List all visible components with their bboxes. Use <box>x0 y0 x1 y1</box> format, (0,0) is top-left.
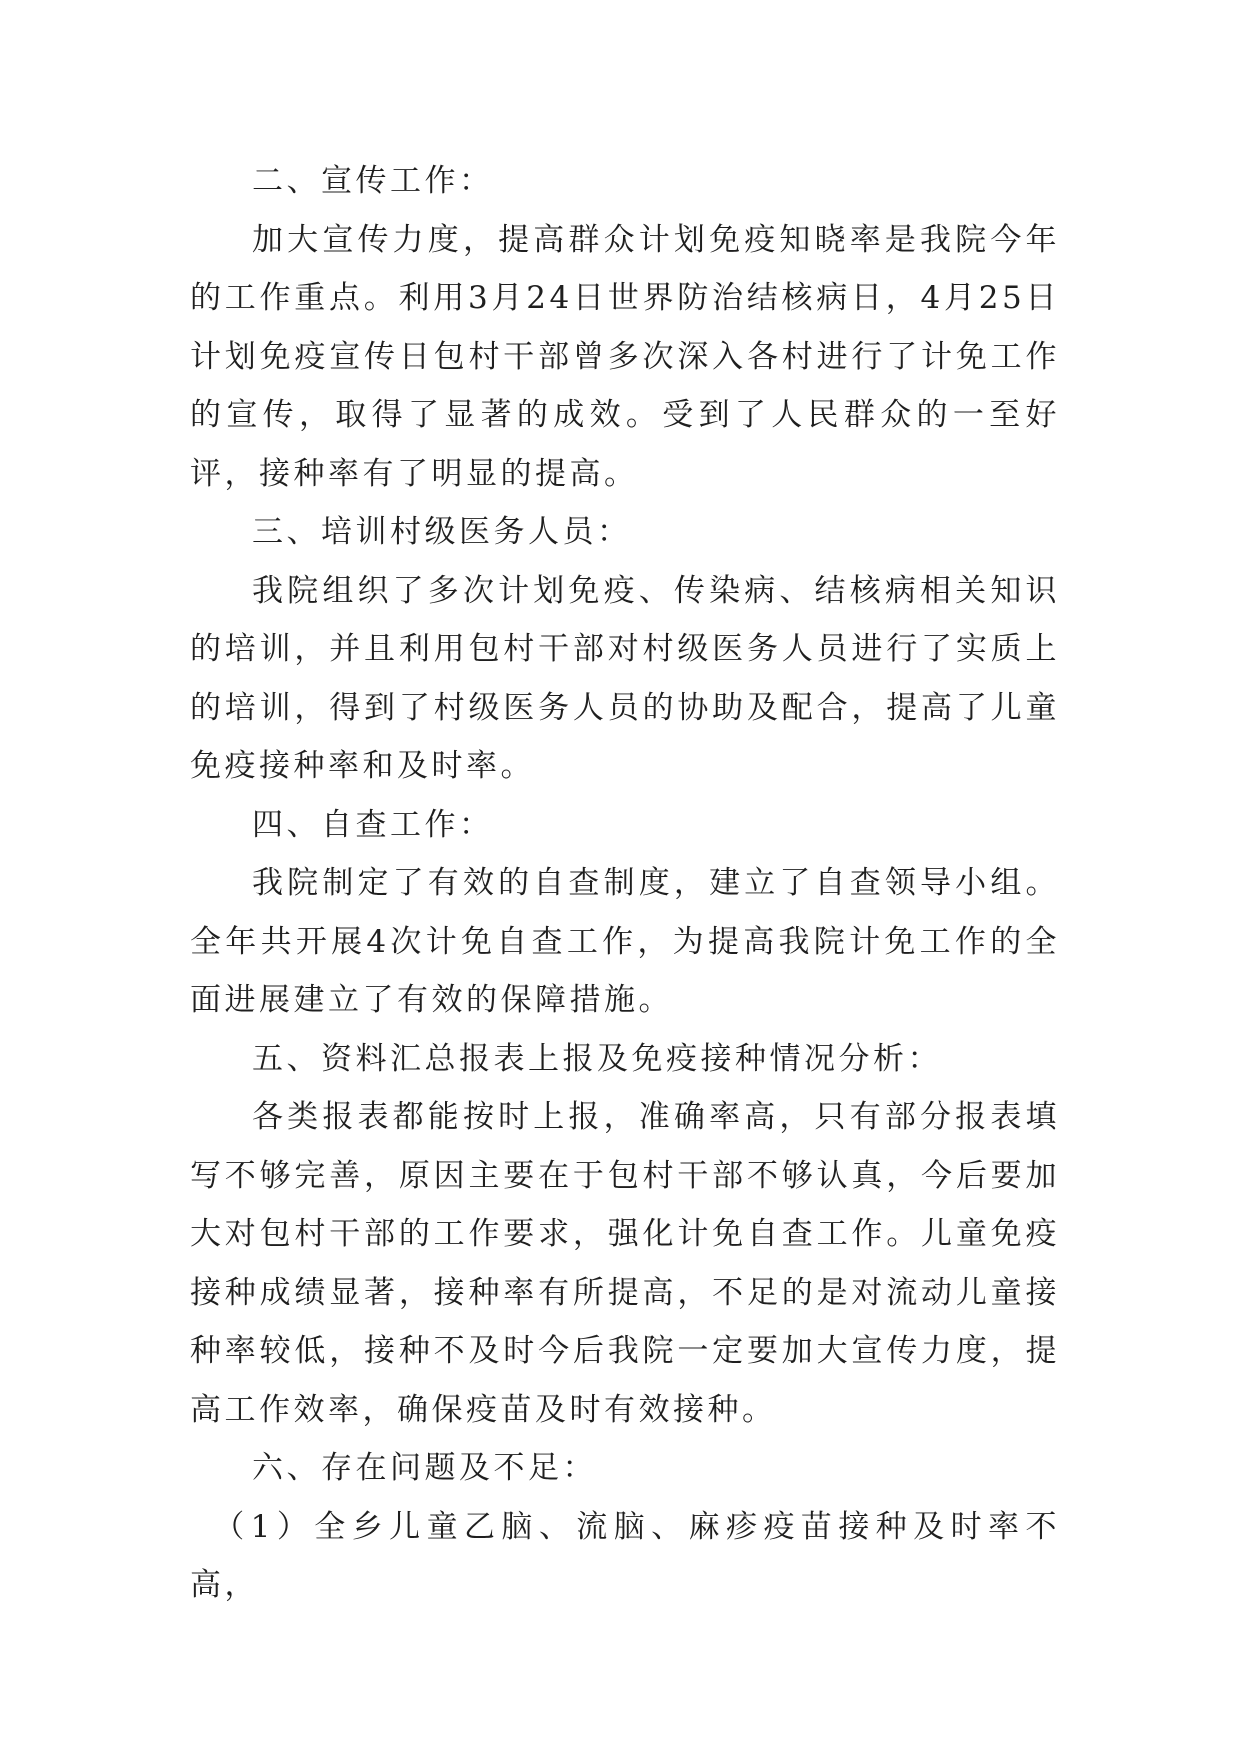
section-heading-self-inspection: 四、自查工作： <box>252 806 494 843</box>
section-heading-publicity: 二、宣传工作： <box>252 163 494 199</box>
section-heading-training: 三、培训村级医务人员： <box>252 514 632 550</box>
paragraph-reports: 各类报表都能按时上报，准确率高，只有部分报表填写不够完善，原因主要在于包村干部不够认真，今后要加大对包村干部的工作要求，强化计免自查工作。儿童免疫接种成绩显著，接种率有所提高，不足的是对流动儿童接种率较低，接种不及时今后我院一定要加大宣传力度，提高工作效率，确保疫苗及时有效接种。 <box>190 1099 1060 1428</box>
paragraph-publicity: 加大宣传力度，提高群众计划免疫知晓率是我院今年的工作重点。利用3月24日世界防治结核病日，4月25日计划免疫宣传日包村干部曾多次深入各村进行了计免工作的宣传，取得了显著的成效。受到了人民群众的一至好评，接种率有了明显的提高。 <box>190 221 1060 492</box>
paragraph-self-inspection: 我院制定了有效的自查制度，建立了自查领导小组。全年共开展4次计免自查工作，为提高我院计免工作的全面进展建立了有效的保障措施。 <box>190 865 1060 1018</box>
list-item-problem-1: （1）全乡儿童乙脑、流脑、麻疹疫苗接种及时率不高， <box>190 1508 1060 1603</box>
section-heading-reports: 五、资料汇总报表上报及免疫接种情况分析： <box>252 1040 942 1077</box>
document-body <box>190 152 1060 1615</box>
paragraph-training: 我院组织了多次计划免疫、传染病、结核病相关知识的培训，并且利用包村干部对村级医务人员进行了实质上的培训，得到了村级医务人员的协助及配合，提高了儿童免疫接种率和及时率。 <box>190 572 1060 784</box>
section-heading-problems: 六、存在问题及不足： <box>252 1450 597 1486</box>
